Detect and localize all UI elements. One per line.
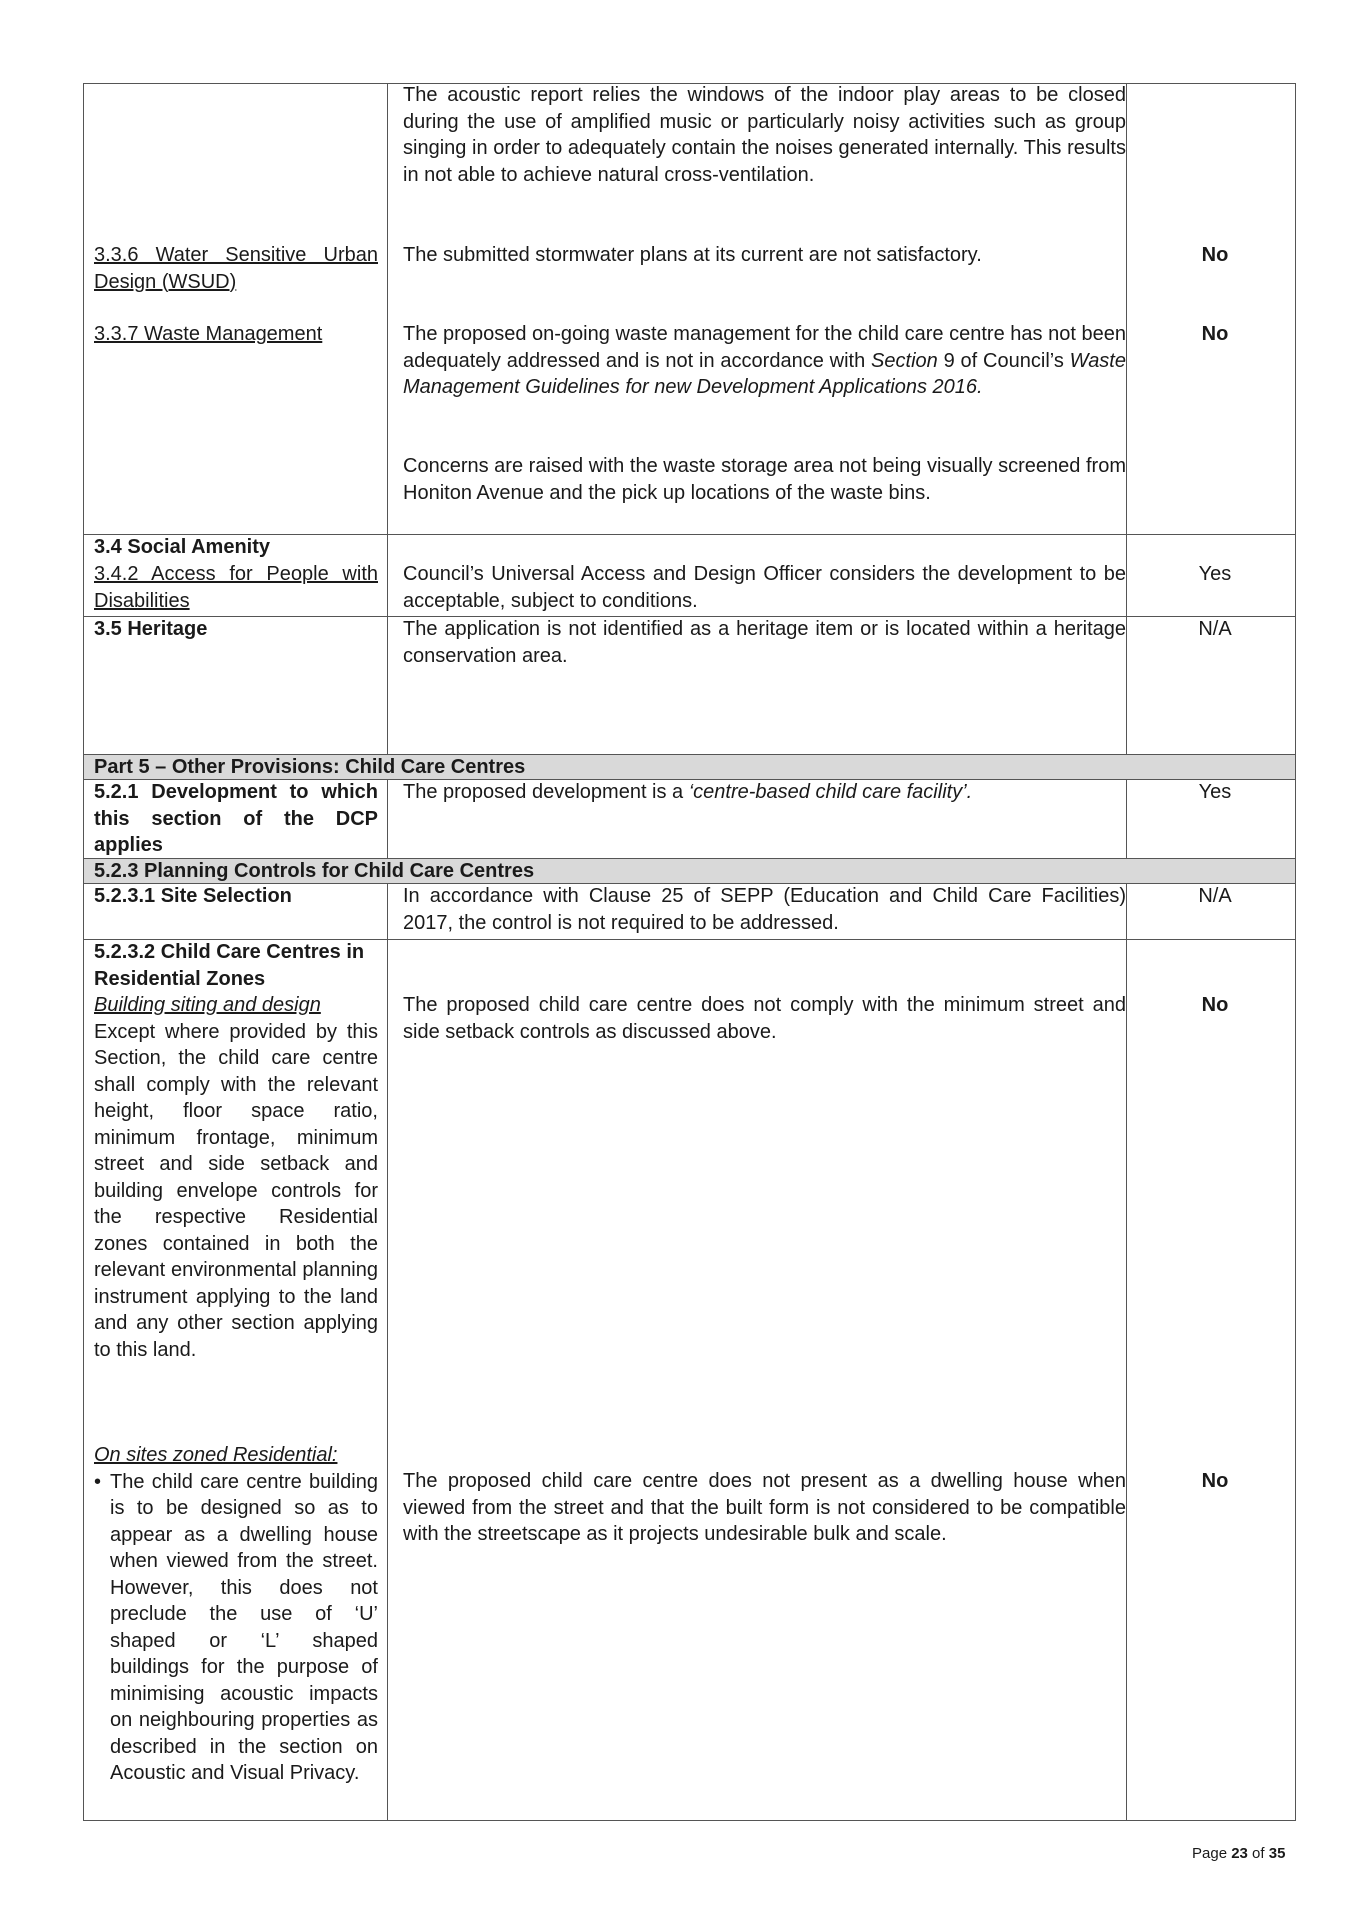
acoustic-comment: The acoustic report relies the windows of the indoor play areas to be closed during the use of amplified music or particularly noisy activities such as group singing in order to adequately contain the noises generated internally. This results in not able to achieve natural cross-ventilation.: [403, 84, 1126, 186]
access-comment: Council’s Universal Access and Design Officer considers the development to be acceptable, subject to conditions.: [403, 563, 1126, 612]
zoned-residential-compliance: No: [1201, 1470, 1229, 1492]
wsud-control: 3.3.6 Water Sensitive Urban Design (WSUD): [94, 244, 378, 293]
waste-compliance: No: [1201, 323, 1229, 345]
residential-zones-comment: The proposed child care centre does not comply with the minimum street and side setback controls as discussed above.: [403, 994, 1126, 1043]
waste-control: 3.3.7 Waste Management: [94, 323, 323, 345]
waste-comment: The proposed on-going waste management for the child care centre has not been adequately addressed and is not in accordance with Section 9 of Council’s Waste Management Guidelines for new Development Applications 2016.: [403, 323, 1126, 398]
residential-zones-heading: 5.2.3.2 Child Care Centres in Residential Zones: [94, 941, 365, 990]
page-number: Page 23 of 35: [1192, 1845, 1286, 1862]
column-divider: [387, 84, 388, 754]
planning-controls-heading: 5.2.3 Planning Controls for Child Care Centres: [94, 860, 535, 882]
bullet-item: [94, 1469, 378, 1787]
zoned-residential-subheading: On sites zoned Residential:: [94, 1444, 338, 1466]
access-control: 3.4.2 Access for People with Disabilities: [94, 563, 378, 612]
column-divider: [387, 883, 388, 1820]
heritage-compliance: N/A: [1198, 618, 1232, 640]
wsud-compliance: No: [1201, 244, 1229, 266]
zoned-residential-comment: The proposed child care centre does not present as a dwelling house when viewed from the street and that the built form is not considered to be compatible with the streetscape as it projects undesirable bulk and scale.: [403, 1470, 1126, 1545]
access-compliance: Yes: [1198, 563, 1232, 585]
wsud-comment: The submitted stormwater plans at its current are not satisfactory.: [403, 244, 982, 266]
building-siting-text: Except where provided by this Section, the child care centre shall comply with the relevant height, floor space ratio, minimum frontage, minimum street and side setback and building envelope controls for the respective Residential zones contained in both the relevant environmental planning instrument applying to the land and any other section applying to this land.: [94, 1020, 378, 1361]
social-amenity-heading: 3.4 Social Amenity: [94, 536, 270, 558]
zoned-residential-control: [94, 1442, 378, 1787]
column-divider: [1126, 84, 1127, 754]
column-divider: [1126, 779, 1127, 858]
column-divider: [1126, 883, 1127, 1820]
heritage-control: 3.5 Heritage: [94, 618, 208, 640]
site-selection-control: 5.2.3.1 Site Selection: [94, 885, 292, 907]
heritage-comment: The application is not identified as a heritage item or is located within a heritage conservation area.: [403, 618, 1126, 667]
residential-zones-compliance: No: [1201, 994, 1229, 1016]
development-control: 5.2.1 Development to which this section of the DCP applies: [94, 781, 378, 856]
assessment-table: [83, 83, 1296, 1821]
site-selection-compliance: N/A: [1198, 885, 1232, 907]
waste-comment-2: Concerns are raised with the waste storage area not being visually screened from Honiton Avenue and the pick up locations of the waste bins.: [403, 455, 1126, 504]
site-selection-comment: In accordance with Clause 25 of SEPP (Education and Child Care Facilities) 2017, the control is not required to be addressed.: [403, 885, 1126, 934]
bullet-text: The child care centre building is to be designed so as to appear as a dwelling house when viewed from the street. However, this does not preclude the use of ‘U’ shaped or ‘L’ shaped buildings for the purpose of minimising acoustic impacts on neighbouring properties as described in the section on Acoustic and Visual Privacy.: [110, 1470, 378, 1784]
residential-zones-control: [94, 939, 378, 1363]
part5-heading: Part 5 – Other Provisions: Child Care Centres: [94, 756, 526, 778]
development-compliance: Yes: [1198, 781, 1232, 803]
column-divider: [387, 779, 388, 858]
bullet-icon: •: [94, 1470, 102, 1493]
building-siting-subheading: Building siting and design: [94, 994, 321, 1016]
development-comment: The proposed development is a ‘centre-based child care facility’.: [403, 781, 973, 803]
